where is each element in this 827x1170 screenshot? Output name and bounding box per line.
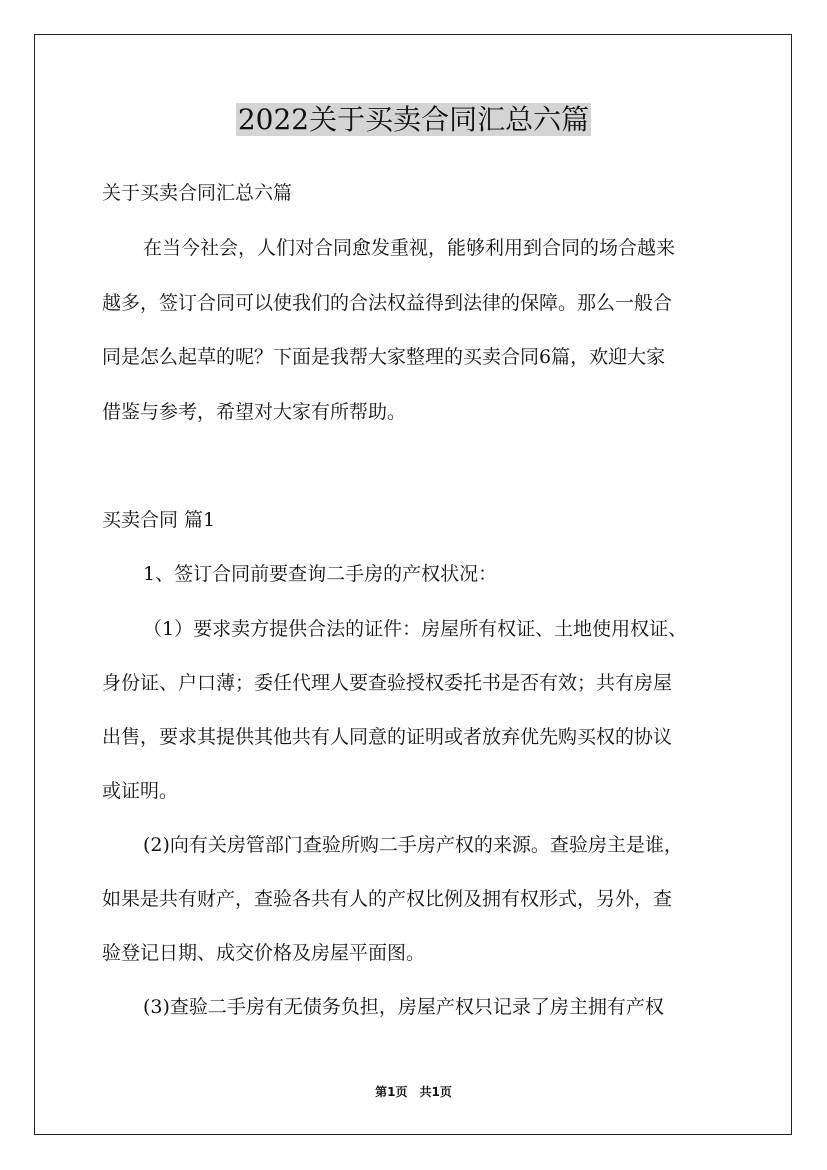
subtitle: 关于买卖合同汇总六篇 [102, 182, 293, 204]
document-title-text: 2022关于买卖合同汇总六篇 [237, 103, 590, 136]
item1-para2-line-2: 如果是共有财产，查验各共有人的产权比例及拥有权形式，另外，查 [102, 888, 673, 910]
intro-line-3: 同是怎么起草的呢？下面是我帮大家整理的买卖合同6篇，欢迎大家 [102, 346, 666, 368]
section-heading: 买卖合同 篇1 [102, 509, 216, 531]
item1-para1-line-3: 出售，要求其提供其他共有人同意的证明或者放弃优先购买权的协议 [102, 726, 673, 748]
intro-line-4: 借鉴与参考，希望对大家有所帮助。 [102, 401, 407, 423]
item1-heading: 1、签订合同前要查询二手房的产权状况： [143, 563, 498, 585]
item1-para1-line-1: （1）要求卖方提供合法的证件：房屋所有权证、土地使用权证、 [143, 618, 688, 640]
intro-line-1: 在当今社会，人们对合同愈发重视，能够利用到合同的场合越来 [143, 237, 676, 259]
document-title [0, 100, 827, 140]
item1-para1-line-4: 或证明。 [102, 780, 179, 802]
item1-para2-line-3: 验登记日期、成交价格及房屋平面图。 [102, 942, 426, 964]
item1-para2-line-1: (2)向有关房管部门查验所购二手房产权的来源。查验房主是谁， [143, 834, 683, 856]
intro-line-2: 越多，签订合同可以使我们的合法权益得到法律的保障。那么一般合 [102, 292, 673, 314]
item1-para3-line-1: (3)查验二手房有无债务负担，房屋产权只记录了房主拥有产权 [143, 996, 664, 1018]
item1-para1-line-2: 身份证、户口薄；委任代理人要查验授权委托书是否有效；共有房屋 [102, 672, 673, 694]
page-footer: 第1页 共1页 [375, 1085, 452, 1099]
